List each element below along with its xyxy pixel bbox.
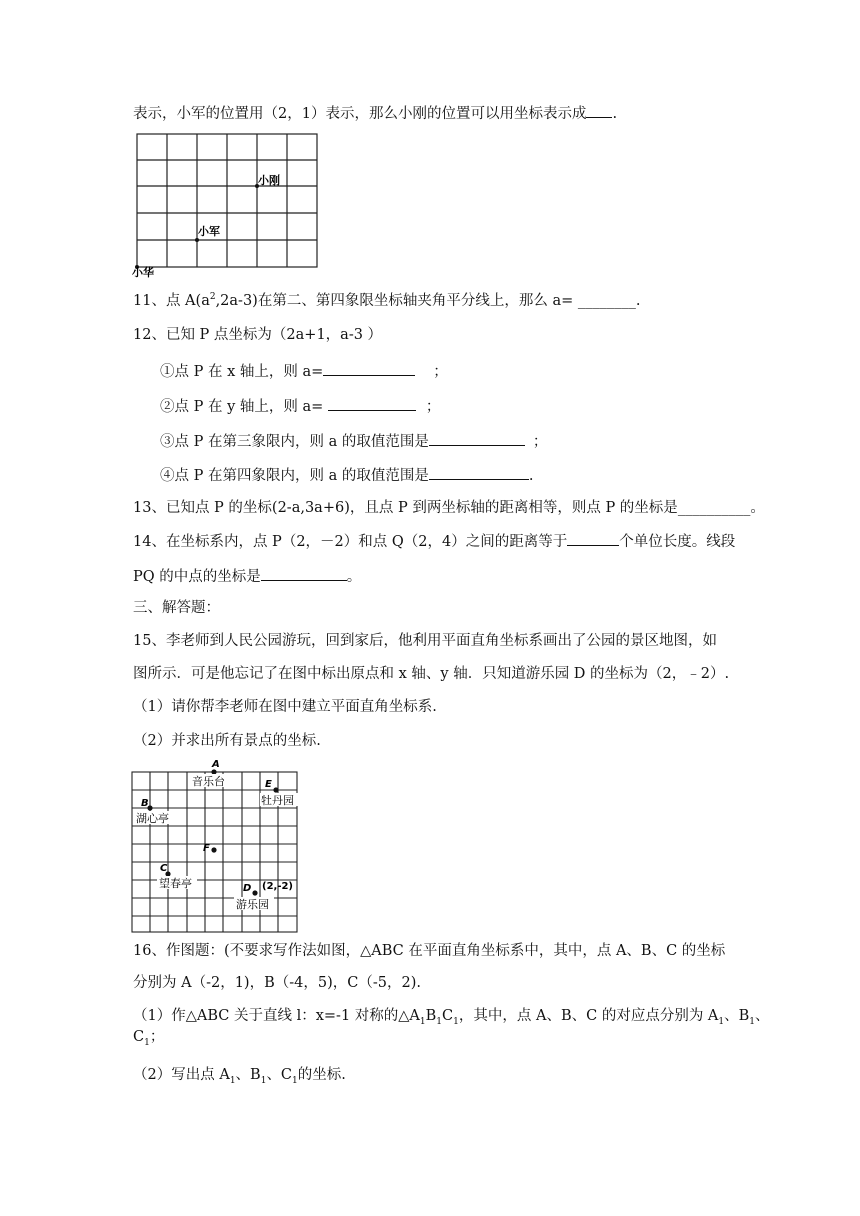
label-xiaogang: 小刚	[258, 174, 280, 187]
grid-figure-1	[130, 128, 330, 278]
point-xiaojun	[195, 238, 199, 242]
label-amusement-park: 游乐园	[236, 898, 269, 911]
label-b: B	[141, 798, 149, 809]
q12-s3: ③点 P 在第三象限内，则 a 的取值范围是 ；	[160, 431, 547, 452]
q15-part2: （2）并求出所有景点的坐标.	[133, 733, 321, 749]
point-f	[211, 847, 216, 852]
label-music-stage: 音乐台	[192, 775, 225, 788]
point-a	[211, 769, 216, 774]
answer-blank	[323, 361, 415, 376]
q12-s1: ①点 P 在 x 轴上，则 a= ；	[160, 361, 448, 382]
label-a: A	[212, 759, 220, 770]
answer-blank: __________	[677, 500, 751, 516]
q16-part1: （1）作△ABC 关于直线 l：x=-1 对称的$\triangle A_1B_1C_1$，其中，点 A、B、C 的对应点分别为 $A_1$、$B_1$、	[133, 1008, 770, 1027]
q13: 13、已知点 P 的坐标(2-a,3a+6)，且点 P 到两坐标轴的距离相等，则点 P 的坐标是__________。	[133, 500, 765, 516]
label-lake-pavilion: 湖心亭	[136, 812, 169, 825]
q16-part2: （2）写出点 $A_1$、$B_1$、$C_1$的坐标.	[133, 1067, 346, 1086]
park-map-figure	[126, 758, 306, 938]
label-peony-garden: 牡丹园	[261, 794, 294, 807]
label-xiaojun: 小军	[198, 225, 220, 238]
answer-blank	[429, 431, 525, 446]
q10-text: 表示，小军的位置用（2，1）表示，那么小刚的位置可以用坐标表示成	[133, 106, 587, 122]
section-heading: 三、解答题：	[133, 600, 220, 616]
q12-s4: ④点 P 在第四象限内，则 a 的取值范围是 .	[160, 465, 533, 486]
q15-line1: 15、李老师到人民公园游玩，回到家后，他利用平面直角坐标系画出了公园的景区地图，如	[133, 633, 717, 649]
label-e: E	[265, 779, 272, 790]
label-d: D	[243, 883, 252, 894]
answer-blank: ________	[577, 292, 636, 309]
q15-line2: 图所示．可是他忘记了在图中标出原点和 x 轴、y 轴．只知道游乐园 D 的坐标为（2，﹣2）.	[133, 666, 730, 682]
answer-blank	[567, 531, 619, 546]
q16-line1: 16、作图题：(不要求写作法如图，△ABC 在平面直角坐标系中，其中，点 A、B、C 的坐标	[133, 943, 726, 959]
label-xiaohua: 小华	[132, 266, 154, 278]
label-d-coordinate: (2,-2)	[262, 881, 294, 892]
q16-part1-cont: $C_1$；	[133, 1029, 165, 1048]
q15-part1: （1）请你帮李老师在图中建立平面直角坐标系.	[133, 699, 437, 715]
q12-s2: ②点 P 在 y 轴上，则 a= ；	[160, 396, 440, 417]
q16-line2: 分别为 A（-2，1)，B（-4，5)，C（-5，2).	[133, 975, 421, 991]
label-spring-pavilion: 望春亭	[159, 877, 192, 890]
answer-blank	[261, 566, 347, 581]
q11: 11、点 $A(a^2,2a-3)$在第二、第四象限坐标轴夹角平分线上，那么 a= ________.	[133, 292, 641, 309]
answer-blank	[328, 396, 416, 411]
answer-blank	[586, 103, 612, 118]
q14-line2: PQ 的中点的坐标是 。	[133, 566, 361, 587]
label-c: C	[160, 863, 168, 874]
point-d	[252, 890, 257, 895]
point-e	[273, 787, 278, 792]
label-f: F	[203, 843, 210, 854]
q14-line1: 14、在坐标系内，点 P（2，－2）和点 Q（2，4）之间的距离等于 个单位长度。线段	[133, 531, 735, 552]
answer-blank	[429, 465, 529, 480]
q12-stem: 12、已知 P 点坐标为（2a+1，a-3 ）	[133, 327, 383, 343]
q10-tail: 表示，小军的位置用（2，1）表示，那么小刚的位置可以用坐标表示成 .	[133, 103, 617, 124]
